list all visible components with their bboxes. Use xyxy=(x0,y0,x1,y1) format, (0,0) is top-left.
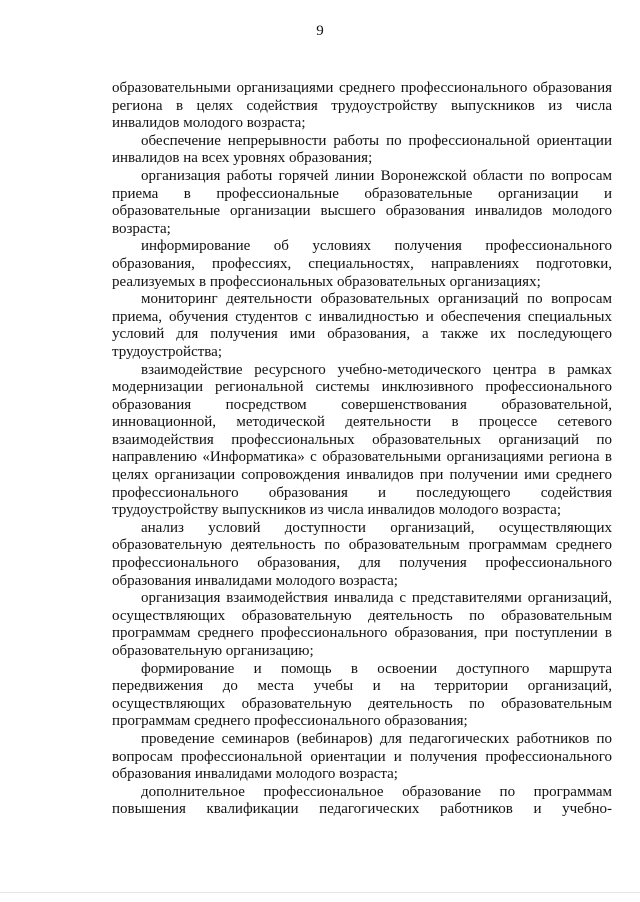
paragraph-route-forming: формирование и помощь в освоении доступного маршрута передвижения до места учебы и на территории организаций, осуществляющих образовательную деятельность по образовательным программам среднего профессионального образования; xyxy=(112,660,612,730)
paragraph-hotline: организация работы горячей линии Воронежской области по вопросам приема в профессиональные образовательные организации и образовательные организации высшего образования инвалидов молодого возраста; xyxy=(112,167,612,237)
paragraph-continuous-career-guidance: обеспечение непрерывности работы по профессиональной ориентации инвалидов на всех уровнях образования; xyxy=(112,132,612,167)
paragraph-seminars: проведение семинаров (вебинаров) для педагогических работников по вопросам профессиональной ориентации и получения профессионального образования инвалидами молодого возраста; xyxy=(112,730,612,783)
document-body xyxy=(112,80,612,819)
paragraph-monitoring: мониторинг деятельности образовательных организаций по вопросам приема, обучения студентов с инвалидностью и обеспечения специальных условий для получения ими образования, а также их последующего трудоустройства; xyxy=(112,291,612,360)
paragraph-accessibility-analysis: анализ условий доступности организаций, осуществляющих образовательную деятельность по образовательным программам среднего профессионального образования, для получения профессионального образования инвалидами молодого возраста; xyxy=(112,519,612,589)
page-number: 9 xyxy=(316,23,324,39)
paragraph-informing: информирование об условиях получения профессионального образования, профессиях, специальностях, направлениях подготовки, реализуемых в профессиональных образовательных организациях; xyxy=(112,238,612,290)
paragraph-additional-education: дополнительное профессиональное образование по программам повышения квалификации педагогических работников и учебно- xyxy=(112,783,612,818)
paragraph-continuation: образовательными организациями среднего профессионального образования региона в целях содействия трудоустройству выпускников из числа инвалидов молодого возраста; xyxy=(112,80,612,132)
footer-divider xyxy=(0,892,640,893)
paragraph-resource-center: взаимодействие ресурсного учебно-методического центра в рамках модернизации региональной системы инклюзивного профессионального образования посредством совершенствования образовательной, инновационной, методической деятельности в процессе сетевого взаимодействия профессиональных образовательных организаций по направлению «Информатика» с образовательными организациями региона в целях организации сопровождения инвалидов при получении ими среднего профессионального образования и последующего содействия трудоустройству выпускников из числа инвалидов молодого возраста; xyxy=(112,361,612,519)
paragraph-interaction-organization: организация взаимодействия инвалида с представителями организаций, осуществляющих образовательную деятельность по образовательным программам среднего профессионального образования, при поступлении в образовательную организацию; xyxy=(112,590,612,659)
